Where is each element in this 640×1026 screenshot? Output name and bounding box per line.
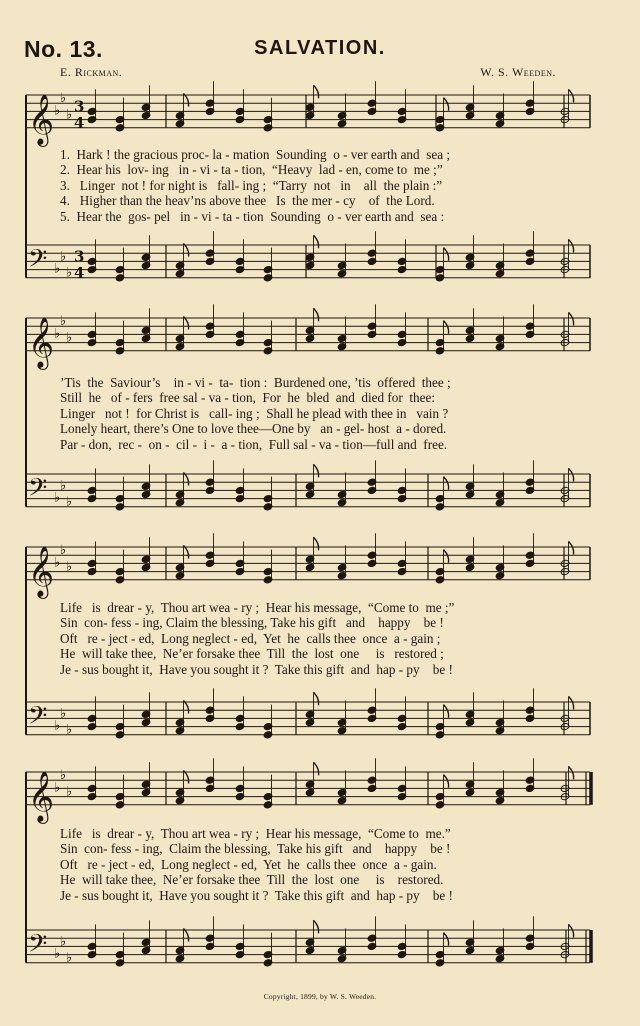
flat-sign: ♭: [60, 478, 67, 494]
flat-sign: ♭: [54, 490, 61, 506]
flat-sign: ♭: [54, 946, 61, 962]
flat-sign: ♭: [60, 934, 67, 950]
flat-sign: ♭: [66, 107, 73, 123]
bass-clef: 𝄢: [28, 473, 48, 509]
flat-sign: ♭: [54, 103, 61, 119]
flat-sign: ♭: [60, 249, 67, 265]
lyric-verse-3: Linger not ! for Christ is call- ing ; Shall he plead with thee in vain ?: [60, 405, 449, 421]
composer-credit: W. S. Weeden.: [480, 65, 556, 79]
lyric-verse-5: Je - sus bought it, Have you sought it ? Take this gift and hap - py be !: [60, 661, 453, 677]
lyric-verse-3: Oft re - ject - ed, Long neglect - ed, Yet he calls thee once a - gain ;: [60, 630, 441, 646]
lyric-verse-1: Life is drear - y, Thou art wea - ry ; Hear his message, “Come to me.”: [60, 826, 451, 841]
lyric-verse-1: Life is drear - y, Thou art wea - ry ; Hear his message, “Come to me ;”: [60, 600, 455, 615]
hymn-title: SALVATION.: [254, 37, 386, 59]
lyric-verse-1: 1. Hark ! the gracious proc- la - mation Sounding o - ver earth and sea ;: [60, 147, 451, 162]
treble-clef: 𝄞: [28, 545, 55, 597]
lyric-verse-5: Je - sus bought it, Have you sought it ? Take this gift and hap - py be !: [60, 887, 453, 903]
treble-clef: 𝄞: [28, 316, 55, 368]
treble-clef: 𝄞: [28, 93, 55, 145]
time-sig-denominator: 4: [74, 263, 85, 282]
note-flag: [314, 920, 319, 933]
flat-sign: ♭: [66, 559, 73, 575]
bass-clef: 𝄢: [28, 244, 48, 280]
flat-sign: ♭: [66, 330, 73, 346]
lyric-verse-4: He will take thee, Ne’er forsake thee Till the lost one is restored ;: [60, 646, 444, 662]
copyright-notice: Copyright, 1899, by W. S. Weeden.: [263, 992, 377, 1001]
lyricist-credit: E. Rickman.: [60, 65, 123, 79]
lyric-verse-3: 3. Linger not ! for night is fall- ing ; “Tarry not in all the plain :”: [60, 177, 443, 193]
lyric-verse-4: Lonely heart, there’s One to love thee—One by an - gel- host a - dored.: [60, 421, 447, 437]
flat-sign: ♭: [66, 722, 73, 738]
lyric-verse-5: Par - don, rec - on - cil - i - a - tion, Full sal - va - tion—full and free.: [60, 436, 448, 452]
lyric-verse-5: 5. Hear the gos- pel in - vi - ta - tion Sounding o - ver earth and sea :: [60, 208, 445, 224]
lyric-verse-2: Sin con- fess - ing, Claim the blessing, Take his gift and happy be !: [60, 841, 451, 857]
bass-clef: 𝄢: [28, 701, 48, 737]
flat-sign: ♭: [54, 261, 61, 277]
lyric-verse-2: 2. Hear his lov- ing in - vi - ta - tion, “Heavy lad - en, come to me ;”: [60, 162, 443, 178]
lyric-verse-2: Still he of - fers free sal - va - tion, For he bled and died for thee:: [60, 390, 436, 406]
lyric-verse-4: 4. Higher than the heav’ns above thee Is the mer - cy of the Lord.: [60, 193, 435, 209]
flat-sign: ♭: [60, 543, 67, 559]
lyric-verse-4: He will take thee, Ne’er forsake thee Till the lost one is restored.: [60, 872, 444, 888]
note-flag: [569, 924, 574, 937]
treble-clef: 𝄞: [28, 770, 55, 822]
time-sig-numerator: 3: [74, 97, 85, 116]
lyric-verse-3: Oft re - ject - ed, Long neglect - ed, Yet he calls thee once a - gain.: [60, 856, 437, 872]
lyrics-block: [60, 826, 600, 903]
flat-sign: ♭: [60, 706, 67, 722]
flat-sign: ♭: [66, 784, 73, 800]
note-flag: [444, 775, 449, 788]
lyric-verse-2: Sin con- fess - ing, Claim the blessing, Take his gift and happy be !: [60, 615, 444, 631]
flat-sign: ♭: [54, 555, 61, 571]
time-sig-denominator: 4: [74, 113, 85, 132]
flat-sign: ♭: [66, 265, 73, 281]
note-flag: [569, 766, 574, 779]
flat-sign: ♭: [66, 950, 73, 966]
note-flag: [314, 762, 319, 775]
flat-sign: ♭: [60, 768, 67, 784]
flat-sign: ♭: [60, 314, 67, 330]
hymn-number: No. 13.: [24, 36, 103, 62]
flat-sign: ♭: [60, 91, 67, 107]
bass-clef: 𝄢: [28, 929, 48, 965]
note-flag: [444, 933, 449, 946]
flat-sign: ♭: [54, 780, 61, 796]
lyric-verse-1: ’Tis the Saviour’s in - vi - ta- tion : Burdened one, ’tis offered thee ;: [60, 375, 451, 390]
time-sig-numerator: 3: [74, 247, 85, 266]
flat-sign: ♭: [66, 494, 73, 510]
flat-sign: ♭: [54, 326, 61, 342]
flat-sign: ♭: [54, 718, 61, 734]
